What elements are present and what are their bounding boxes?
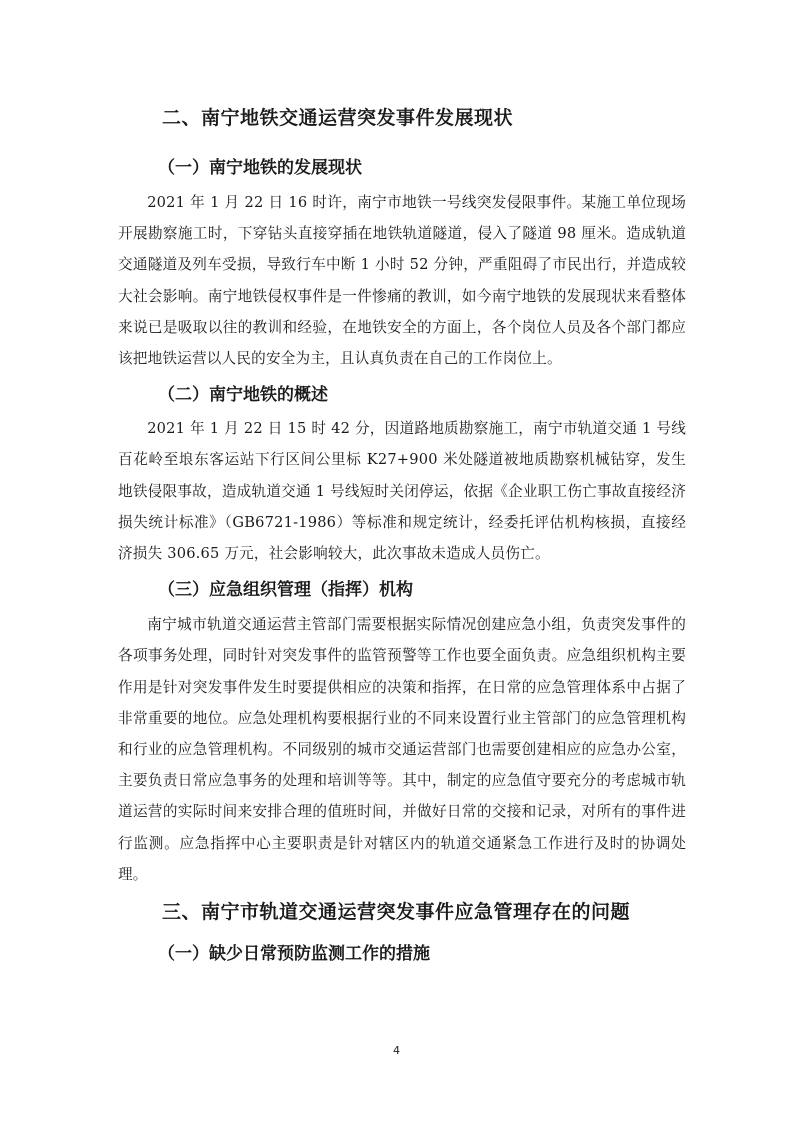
subsection-title-emergency-organization: （三）应急组织管理（指挥）机构 <box>158 580 413 601</box>
subsection-title-overview: （二）南宁地铁的概述 <box>158 385 328 406</box>
subsection-title-prevention-monitoring: （一）缺少日常预防监测工作的措施 <box>158 944 430 965</box>
paragraph-development-status: 2021 年 1 月 22 日 16 时许，南宁市地铁一号线突发侵限事件。某施工单位现场开展勘察施工时，下穿钻头直接穿插在地铁轨道隧道，侵入了隧道 98 厘米。造成轨道交通隧道及列车受损，导致行车中断 1 小时 52 分钟，严重阻碍了市民出行，并造成较大社会影响。南宁地铁侵权事件是一件惨痛的教训，如今南宁地铁的发展现状来看整体来说已是吸取以往的教训和经验，在地铁安全的方面上，各个岗位人员及各个部门都应该把地铁运营以人民的安全为主，且认真负责在自己的工作岗位上。 <box>118 194 686 368</box>
paragraph-emergency-organization: 南宁城市轨道交通运营主管部门需要根据实际情况创建应急小组，负责突发事件的各项事务处理，同时针对突发事件的监管预警等工作也要全面负责。应急组织机构主要作用是针对突发事件发生时要提供相应的决策和指挥，在日常的应急管理体系中占据了非常重要的地位。应急处理机构要根据行业的不同来设置行业主管部门的应急管理机构和行业的应急管理机构。不同级别的城市交通运营部门也需要创建相应的应急办公室，主要负责日常应急事务的处理和培训等等。其中，制定的应急值守要充分的考虑城市轨道运营的实际时间来安排合理的值班时间，并做好日常的交接和记录，对所有的事件进行监测。应急指挥中心主要职责是针对辖区内的轨道交通紧急工作进行及时的协调处理。 <box>118 616 686 883</box>
page-number: 4 <box>393 1044 400 1057</box>
subsection-title-development-status: （一）南宁地铁的发展现状 <box>158 158 362 178</box>
section-heading-problems: 三、南宁市轨道交通运营突发事件应急管理存在的问题 <box>162 901 631 924</box>
section-heading-current-status: 二、南宁地铁交通运营突发事件发展现状 <box>162 107 514 129</box>
document-page <box>118 96 686 966</box>
paragraph-overview: 2021 年 1 月 22 日 15 时 42 分，因道路地质勘察施工，南宁市轨道交通 1 号线百花岭至埌东客运站下行区间公里标 K27+900 米处隧道被地质勘察机械钻穿，发生地铁侵限事故，造成轨道交通 1 号线短时关闭停运，依据《企业职工伤亡事故直接经济损失统计标准》（GB6721-1986）等标准和规定统计，经委托评估机构核损，直接经济损失 306.65 万元，社会影响较大，此次事故未造成人员伤亡。 <box>118 420 686 563</box>
